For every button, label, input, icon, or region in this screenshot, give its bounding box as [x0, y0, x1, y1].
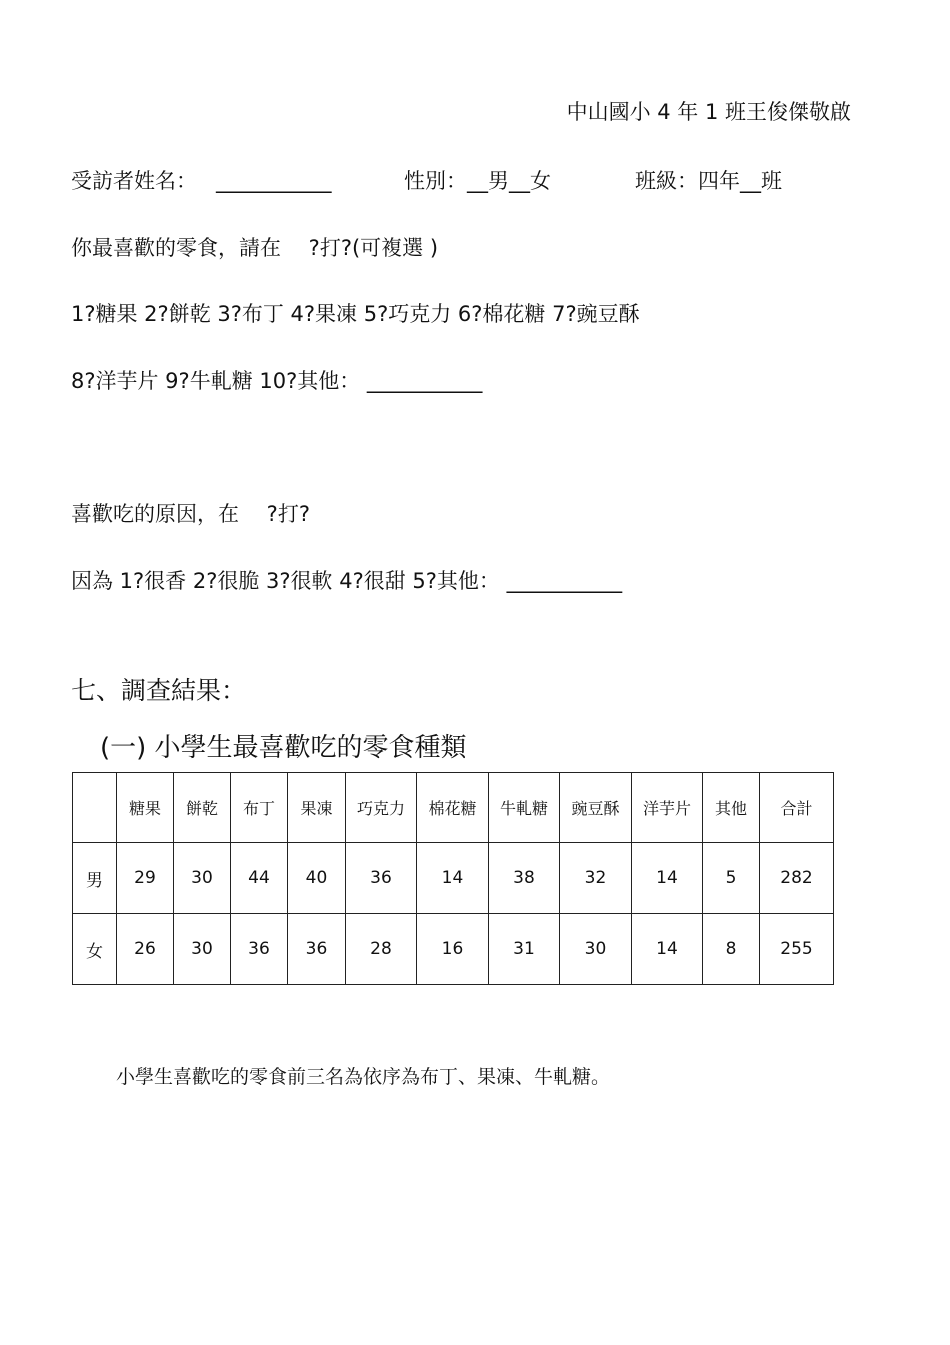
header-cell: 其他 [703, 773, 760, 843]
conclusion-text: 小學生喜歡吃的零食前三名為依序為布丁、果凍、牛軋糖。 [116, 1066, 611, 1088]
table-cell: 30 [560, 914, 632, 985]
table-cell: 14 [632, 843, 703, 914]
header-cell: 洋芋片 [632, 773, 703, 843]
header-cell: 棉花糖 [417, 773, 489, 843]
table-cell: 36 [231, 914, 288, 985]
header-cell: 布丁 [231, 773, 288, 843]
name-label: 受訪者姓名： [71, 169, 197, 193]
table-cell: 30 [174, 843, 231, 914]
table-cell: 30 [174, 914, 231, 985]
table-cell: 26 [117, 914, 174, 985]
table-subheading: (一) 小學生最喜歡吃的零食種類 [100, 733, 467, 763]
name-blank: ___________ [216, 169, 332, 193]
table-cell: 44 [231, 843, 288, 914]
table-cell: 14 [632, 914, 703, 985]
header-cell: 餅乾 [174, 773, 231, 843]
header-cell-corner [73, 773, 117, 843]
table-cell: 5 [703, 843, 760, 914]
table-cell: 38 [489, 843, 560, 914]
header-cell: 豌豆酥 [560, 773, 632, 843]
table-cell: 36 [288, 914, 346, 985]
total-cell: 282 [760, 843, 834, 914]
snack-results-table [72, 772, 834, 985]
table-header-row [73, 773, 834, 843]
table-cell: 28 [346, 914, 417, 985]
header-cell: 牛軋糖 [489, 773, 560, 843]
table-cell: 14 [417, 843, 489, 914]
section-heading: 七、調查結果： [71, 676, 247, 705]
row-label-cell: 男 [73, 843, 117, 914]
class-field: 班級：四年__班 [635, 169, 782, 193]
table-cell: 40 [288, 843, 346, 914]
signature-line: 中山國小 4 年 1 班王俊傑敬啟 [566, 100, 851, 124]
table-cell: 16 [417, 914, 489, 985]
header-cell: 果凍 [288, 773, 346, 843]
header-cell: 糖果 [117, 773, 174, 843]
table-cell: 29 [117, 843, 174, 914]
gender-field: 性別：__男__女 [404, 169, 551, 193]
question1-prompt: 你最喜歡的零食，請在 ?打?(可複選 ) [71, 236, 439, 260]
table-cell: 32 [560, 843, 632, 914]
question2-prompt: 喜歡吃的原因，在 ?打? [71, 502, 310, 526]
header-cell-total: 合計 [760, 773, 834, 843]
question2-options: 因為 1?很香 2?很脆 3?很軟 4?很甜 5?其他： ___________ [71, 569, 623, 593]
total-cell: 255 [760, 914, 834, 985]
row-label-cell: 女 [73, 914, 117, 985]
table-row-male [73, 843, 834, 914]
question1-options-line2: 8?洋芋片 9?牛軋糖 10?其他： ___________ [71, 369, 483, 393]
table-row-female [73, 914, 834, 985]
table-cell: 31 [489, 914, 560, 985]
table-cell: 8 [703, 914, 760, 985]
table-cell: 36 [346, 843, 417, 914]
header-cell: 巧克力 [346, 773, 417, 843]
question1-options-line1: 1?糖果 2?餅乾 3?布丁 4?果凍 5?巧克力 6?棉花糖 7?豌豆酥 [71, 302, 640, 326]
